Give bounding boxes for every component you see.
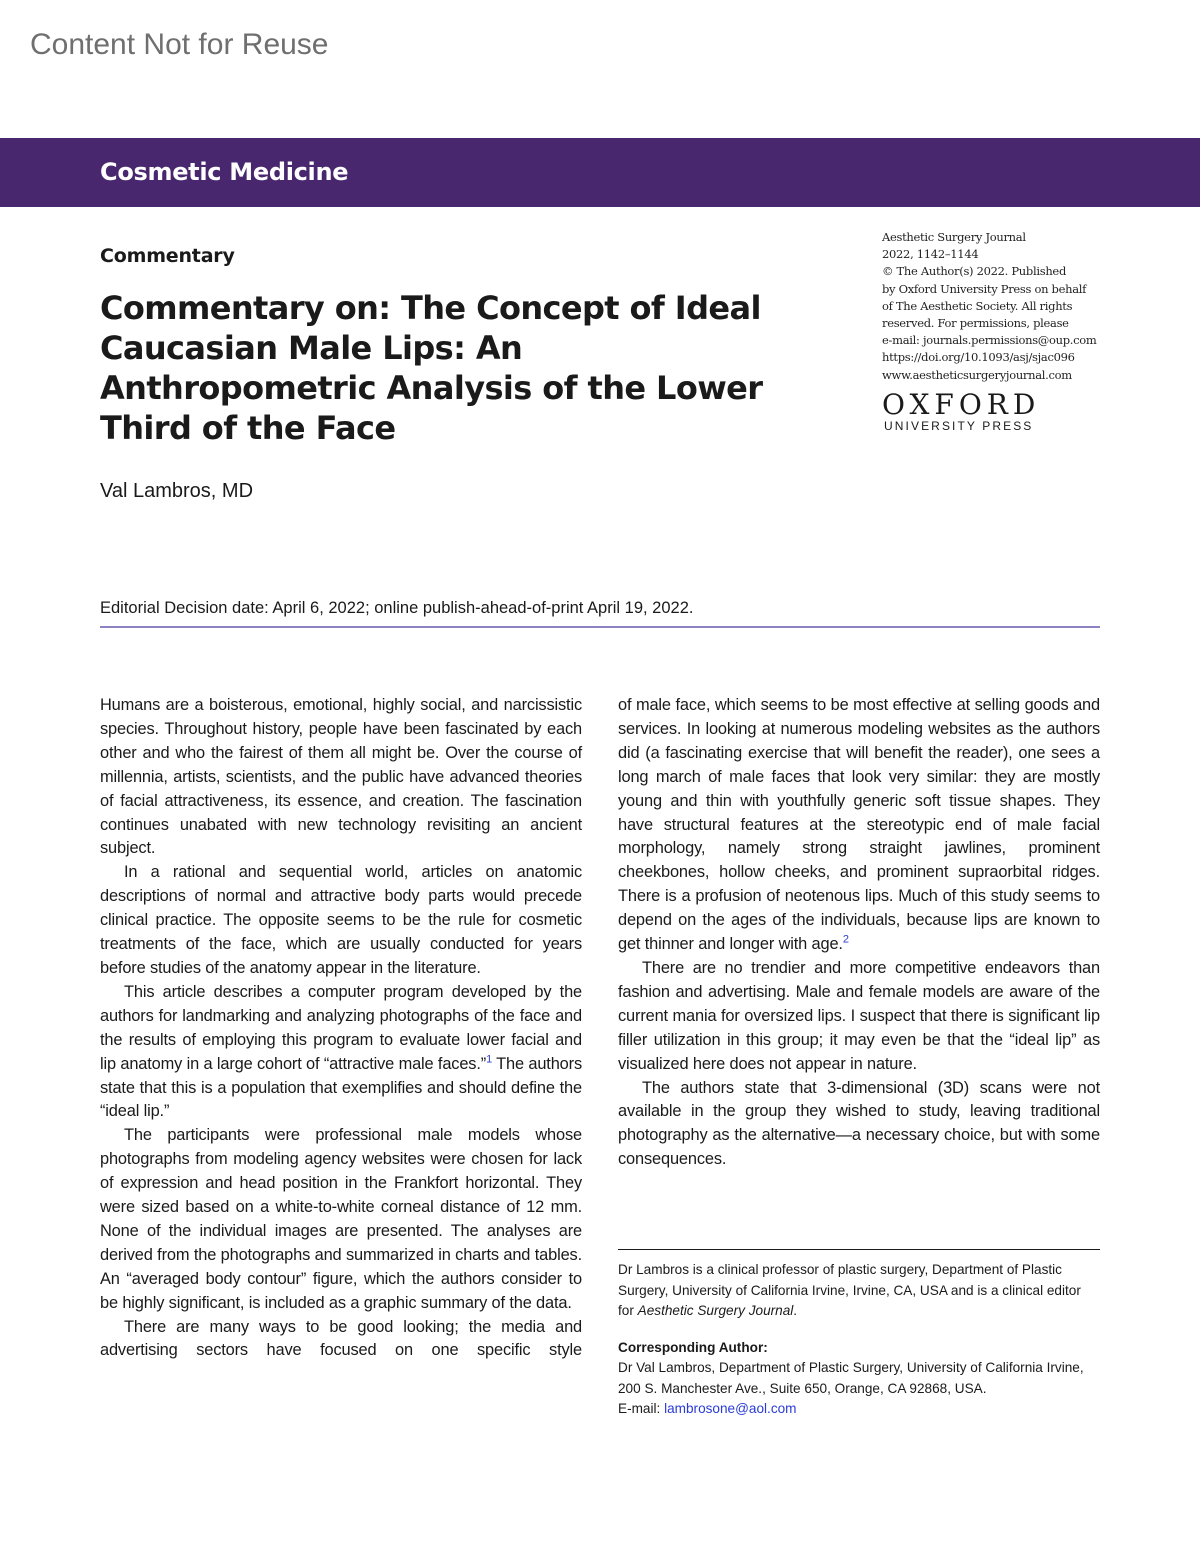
body-paragraph: There are no trendier and more competitive endeavors than fashion and advertising. Male and female models are aware of the current mania for oversized lips. I suspect that there is significant lip filler utilization in this group; it may even be that the “ideal lip” as visualized here does not appear in nature. bbox=[618, 958, 1100, 1073]
watermark: Content Not for Reuse bbox=[30, 28, 329, 61]
doi-link[interactable]: https://doi.org/10.1093/asj/sjac096 bbox=[882, 350, 1075, 365]
journal-info bbox=[882, 229, 1112, 384]
journal-website[interactable]: www.aestheticsurgeryjournal.com bbox=[882, 367, 1072, 382]
author-name: Val Lambros, MD bbox=[100, 480, 254, 502]
permissions-email: e-mail: journals.permissions@oup.com bbox=[882, 333, 1097, 348]
journal-name: Aesthetic Surgery Journal bbox=[882, 230, 1026, 244]
corresponding-author-address: Dr Val Lambros, Department of Plastic Surgery, University of California Irvine, 200 S. Manchester Ave., Suite 650, Orange, CA 92868, USA. bbox=[618, 1360, 1084, 1396]
copyright-line: by Oxford University Press on behalf bbox=[882, 281, 1087, 296]
affiliation-text: Dr Lambros is a clinical professor of plastic surgery, Department of Plastic Surgery, University of California Irvine, Irvine, CA, USA and is a clinical editor for bbox=[618, 1262, 1081, 1318]
body-column-right bbox=[618, 694, 1100, 1172]
divider bbox=[100, 626, 1100, 628]
reference-link[interactable]: 1 bbox=[486, 1053, 493, 1066]
email-label: E-mail: bbox=[618, 1401, 665, 1416]
email-link[interactable]: lambrosone@aol.com bbox=[664, 1401, 797, 1416]
article-title: Commentary on: The Concept of Ideal Caucasian Male Lips: An Anthropometric Analysis of the Lower Third of the Face bbox=[100, 289, 763, 447]
body-paragraph: The authors state that 3-dimensional (3D) scans were not available in the group they wished to study, leaving traditional photography as the alternative—a necessary choice, but with some consequences. bbox=[618, 1078, 1100, 1169]
body-paragraph: The participants were professional male models whose photographs from modeling agency websites were chosen for lack of expression and head position in the Frankfort horizontal. They were sized based on a white-to-white corneal distance of 12 mm. None of the individual images are presented. The analyses are derived from the photographs and summarized in charts and tables. An “averaged body contour” figure, which the authors consider to be highly significant, is included as a graphic summary of the data. bbox=[100, 1126, 582, 1312]
body-paragraph bbox=[100, 981, 582, 1124]
section-title: Cosmetic Medicine bbox=[100, 158, 349, 186]
body-text: This article describes a computer program developed by the authors for landmarking and analyzing photographs of the face and the results of employing this program to evaluate lower facial and lip anatomy in a large cohort of “attractive male faces.” bbox=[100, 982, 582, 1073]
copyright-line: of The Aesthetic Society. All rights bbox=[882, 298, 1073, 313]
copyright-line: © The Author(s) 2022. Published bbox=[882, 264, 1066, 279]
body-column-left bbox=[100, 694, 582, 1363]
affiliation-end: . bbox=[793, 1303, 798, 1318]
body-text: The authors state that this is a population that exemplifies and should define the “ideal lip.” bbox=[100, 1054, 582, 1121]
corresponding-author-heading: Corresponding Author: bbox=[618, 1339, 768, 1355]
footnote-divider bbox=[618, 1249, 1100, 1250]
reference-link[interactable]: 2 bbox=[842, 933, 849, 946]
body-paragraph: Humans are a boisterous, emotional, highly social, and narcissistic species. Throughout history, people have been fascinated by each other and who the fairest of them all might be. Over the course of millennia, artists, scientists, and the public have advanced theories of facial attractiveness, its essence, and creation. The fascination continues unabated with new technology revisiting an ancient subject. bbox=[100, 696, 582, 858]
oxford-logo: OXFORD bbox=[882, 388, 1041, 421]
body-paragraph: There are many ways to be good looking; the media and advertising sectors have focused on one specific style bbox=[100, 1317, 582, 1360]
journal-citation: 2022, 1142–1144 bbox=[882, 247, 979, 262]
editorial-dates: Editorial Decision date: April 6, 2022; online publish-ahead-of-print April 19, 2022. bbox=[100, 599, 694, 617]
article-type: Commentary bbox=[100, 245, 235, 267]
body-paragraph: In a rational and sequential world, articles on anatomic descriptions of normal and attractive body parts would precede clinical practice. The opposite seems to be the rule for cosmetic treatments of the face, which are usually conducted for years before studies of the anatomy appear in the literature. bbox=[100, 863, 582, 977]
body-paragraph-continued: of male face, which seems to be most effective at selling goods and services. In looking at numerous modeling websites as the authors did (a fascinating exercise that will benefit the reader), one sees a long march of male faces that look very similar: they are mostly young and thin with youthfully generic soft tissue shapes. They have structural features at the stereotypic end of male facial morphology, namely strong straight jawlines, prominent cheekbones, hollow cheeks, and prominent supraorbital ridges. There is a profusion of neotenous lips. Much of this study seems to depend on the ages of the individuals, because lips are known to get thinner and longer with age.$^2$ bbox=[618, 696, 1100, 954]
author-affiliation bbox=[618, 1260, 1100, 1322]
journal-name-italic: Aesthetic Surgery Journal bbox=[637, 1303, 794, 1318]
footnote bbox=[618, 1260, 1100, 1420]
section-banner bbox=[0, 138, 1200, 207]
corresponding-author-email bbox=[618, 1399, 1100, 1420]
oup-logo-subtext: UNIVERSITY PRESS bbox=[884, 419, 1034, 433]
copyright-line: reserved. For permissions, please bbox=[882, 316, 1069, 331]
